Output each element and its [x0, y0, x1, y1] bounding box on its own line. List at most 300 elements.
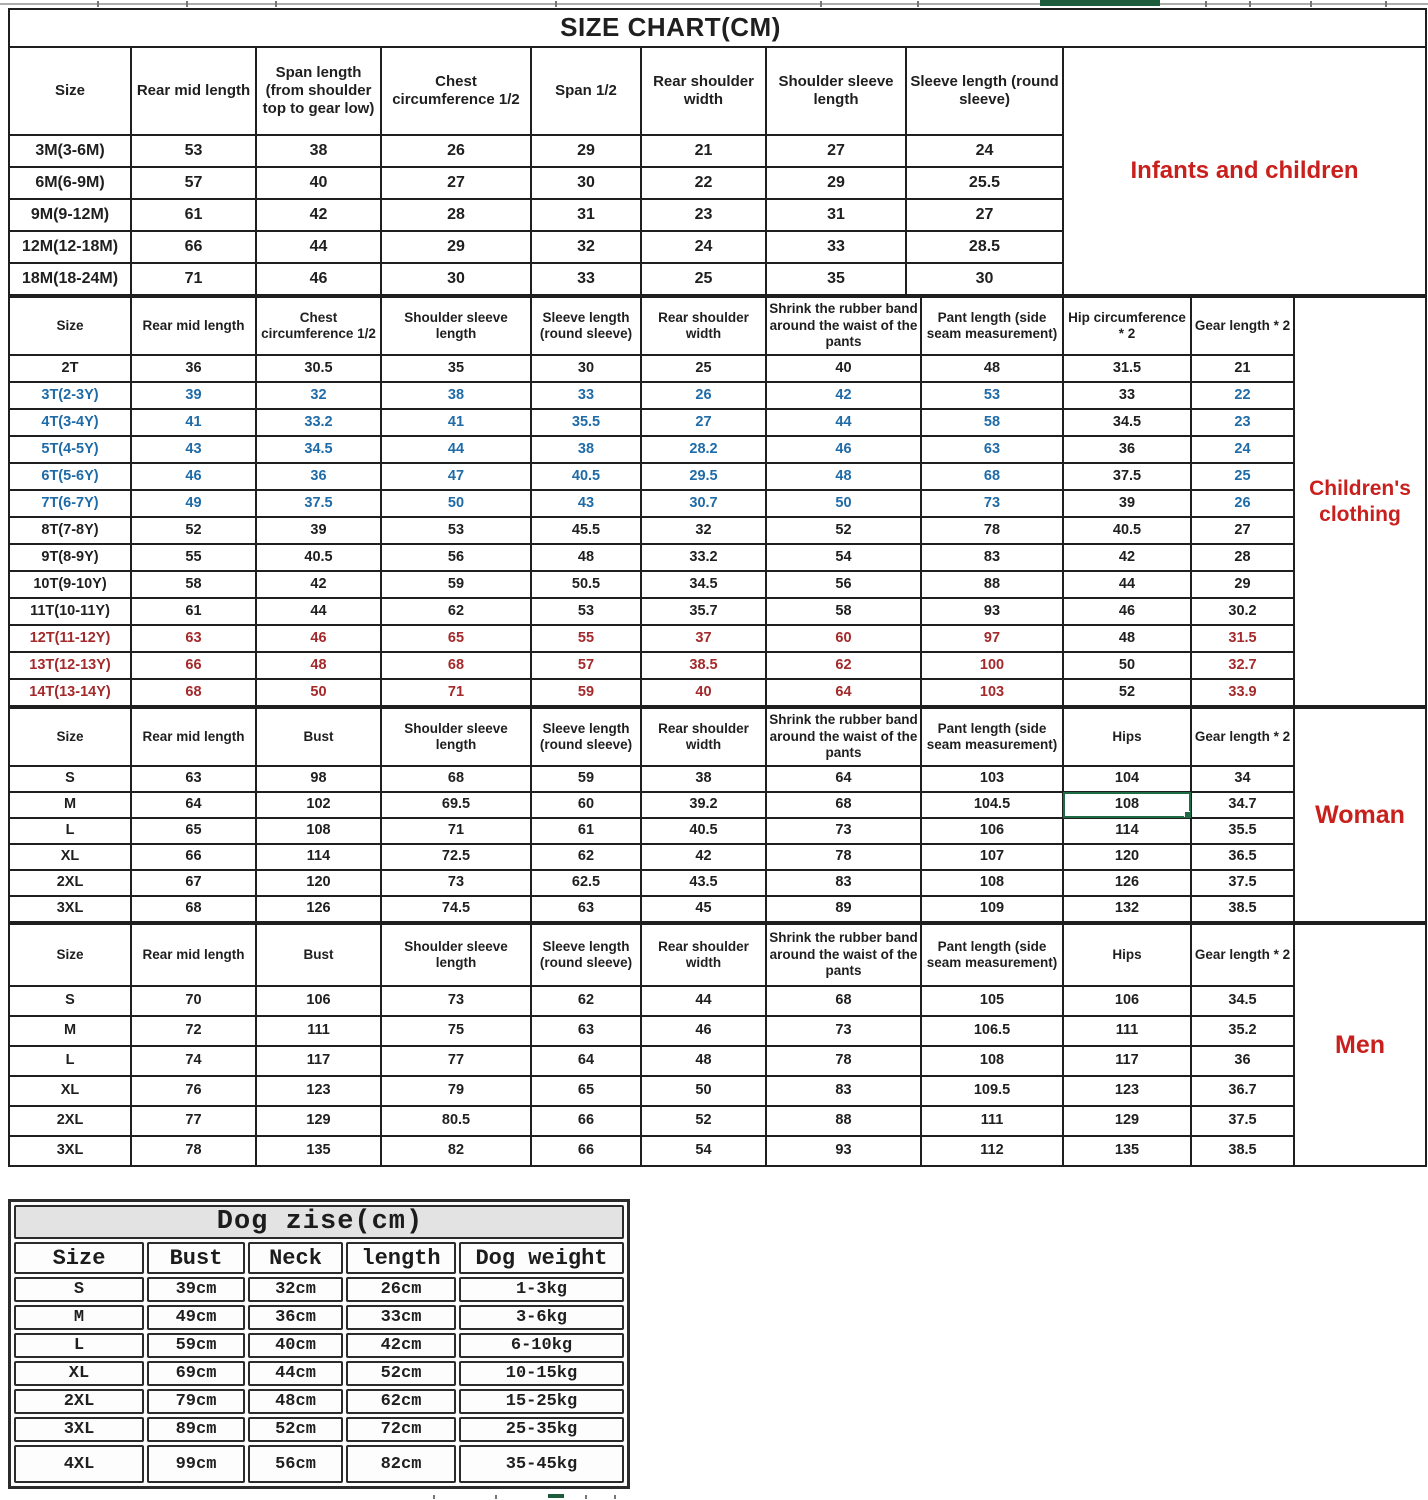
data-cell: 63	[131, 766, 256, 792]
data-cell: 30.7	[641, 490, 766, 517]
data-cell: 37.5	[1063, 463, 1191, 490]
data-cell: 108	[921, 870, 1063, 896]
column-header: Bust	[256, 924, 381, 986]
data-cell: 57	[531, 652, 641, 679]
size-chart-sheet	[8, 8, 1427, 1489]
data-cell: 48	[921, 355, 1063, 382]
data-cell: 44cm	[248, 1361, 343, 1386]
data-cell: 64	[131, 792, 256, 818]
data-cell: 33cm	[346, 1305, 456, 1330]
data-cell: 36cm	[248, 1305, 343, 1330]
column-header: Gear length * 2	[1191, 924, 1294, 986]
table-row	[9, 792, 1426, 818]
column-header: Rear shoulder width	[641, 47, 766, 135]
column-header: Neck	[248, 1242, 343, 1274]
data-cell: 66	[531, 1136, 641, 1166]
data-cell: 42	[256, 199, 381, 231]
data-cell: 79cm	[147, 1389, 245, 1414]
size-cell: L	[9, 1046, 131, 1076]
column-tick	[820, 1, 822, 7]
data-cell: 39	[256, 517, 381, 544]
table-row	[9, 436, 1426, 463]
data-cell: 60	[531, 792, 641, 818]
column-header: Shoulder sleeve length	[381, 297, 531, 355]
data-cell: 44	[1063, 571, 1191, 598]
size-cell: M	[9, 1016, 131, 1046]
data-cell: 40.5	[531, 463, 641, 490]
data-cell: 21	[1191, 355, 1294, 382]
data-cell: 38	[256, 135, 381, 167]
size-cell: 3XL	[9, 1136, 131, 1166]
data-cell: 28	[1191, 544, 1294, 571]
woman-size-table	[8, 707, 1427, 923]
data-cell: 106	[1063, 986, 1191, 1016]
data-cell: 26	[641, 382, 766, 409]
size-cell: XL	[9, 844, 131, 870]
data-cell: 48	[531, 544, 641, 571]
data-cell: 73	[766, 1016, 921, 1046]
data-cell: 111	[256, 1016, 381, 1046]
column-header: Bust	[147, 1242, 245, 1274]
data-cell: 40	[641, 679, 766, 706]
data-cell: 33	[1063, 382, 1191, 409]
men-size-table	[8, 923, 1427, 1167]
data-cell: 34.5	[1063, 409, 1191, 436]
data-cell: 48	[766, 463, 921, 490]
data-cell: 46	[256, 625, 381, 652]
column-header: Rear shoulder width	[641, 708, 766, 766]
table-row	[9, 1106, 1426, 1136]
table-row	[9, 409, 1426, 436]
data-cell: 49cm	[147, 1305, 245, 1330]
table-row	[9, 1016, 1426, 1046]
data-cell: 25	[1191, 463, 1294, 490]
data-cell: 30.5	[256, 355, 381, 382]
column-header: Size	[9, 924, 131, 986]
data-cell: 78	[921, 517, 1063, 544]
data-cell: 33.2	[256, 409, 381, 436]
data-cell: 10-15kg	[459, 1361, 624, 1386]
column-tick	[614, 1495, 616, 1499]
data-cell: 39	[1063, 490, 1191, 517]
data-cell: 126	[1063, 870, 1191, 896]
data-cell: 62.5	[531, 870, 641, 896]
data-cell: 47	[381, 463, 531, 490]
table-row	[9, 679, 1426, 706]
column-header: Pant length (side seam measurement)	[921, 924, 1063, 986]
data-cell: 66	[131, 652, 256, 679]
size-cell: 10T(9-10Y)	[9, 571, 131, 598]
data-cell: 35	[766, 263, 906, 295]
table-row	[14, 1305, 624, 1330]
size-cell: 3XL	[14, 1417, 144, 1442]
data-cell: 40	[766, 355, 921, 382]
data-cell: 44	[256, 231, 381, 263]
data-cell: 29.5	[641, 463, 766, 490]
column-tick	[917, 1, 919, 7]
data-cell: 35.2	[1191, 1016, 1294, 1046]
column-tick	[1249, 1, 1251, 7]
data-cell: 42	[766, 382, 921, 409]
data-cell: 58	[131, 571, 256, 598]
data-cell: 26	[381, 135, 531, 167]
column-header: Sleeve length (round sleeve)	[531, 708, 641, 766]
column-header: Chest circumference 1/2	[256, 297, 381, 355]
data-cell: 27	[381, 167, 531, 199]
column-header: Shrink the rubber band around the waist of the pants	[766, 924, 921, 986]
data-cell: 52cm	[248, 1417, 343, 1442]
data-cell: 64	[766, 679, 921, 706]
data-cell: 38.5	[641, 652, 766, 679]
data-cell: 30	[906, 263, 1063, 295]
data-cell: 109	[921, 896, 1063, 922]
data-cell: 67	[131, 870, 256, 896]
column-header: Size	[14, 1242, 144, 1274]
data-cell: 35	[381, 355, 531, 382]
data-cell: 39.2	[641, 792, 766, 818]
data-cell: 93	[921, 598, 1063, 625]
top-gridline	[0, 3, 1428, 5]
data-cell: 48cm	[248, 1389, 343, 1414]
data-cell: 111	[921, 1106, 1063, 1136]
data-cell: 21	[641, 135, 766, 167]
data-cell: 54	[766, 544, 921, 571]
data-cell: 27	[906, 199, 1063, 231]
data-cell: 126	[256, 896, 381, 922]
data-cell: 108	[256, 818, 381, 844]
data-cell: 120	[1063, 844, 1191, 870]
data-cell: 35.7	[641, 598, 766, 625]
data-cell: 34.5	[1191, 986, 1294, 1016]
data-cell: 114	[256, 844, 381, 870]
data-cell: 102	[256, 792, 381, 818]
table-row	[9, 766, 1426, 792]
data-cell: 61	[131, 598, 256, 625]
data-cell: 77	[131, 1106, 256, 1136]
data-cell: 44	[766, 409, 921, 436]
data-cell: 22	[641, 167, 766, 199]
table-row	[9, 818, 1426, 844]
column-header: Sleeve length (round sleeve)	[531, 924, 641, 986]
column-header: Rear mid length	[131, 708, 256, 766]
data-cell: 50	[381, 490, 531, 517]
data-cell: 79	[381, 1076, 531, 1106]
data-cell: 46	[766, 436, 921, 463]
data-cell: 36	[256, 463, 381, 490]
table-row	[14, 1389, 624, 1414]
column-tick	[495, 1495, 497, 1499]
data-cell: 46	[641, 1016, 766, 1046]
data-cell: 35-45kg	[459, 1445, 624, 1483]
data-cell: 97	[921, 625, 1063, 652]
data-cell: 82	[381, 1136, 531, 1166]
selected-column-marker	[1040, 0, 1160, 6]
data-cell: 29	[531, 135, 641, 167]
data-cell: 78	[131, 1136, 256, 1166]
data-cell: 25.5	[906, 167, 1063, 199]
data-cell: 108	[921, 1046, 1063, 1076]
data-cell: 68	[131, 896, 256, 922]
data-cell: 40cm	[248, 1333, 343, 1358]
size-cell: S	[9, 766, 131, 792]
data-cell: 71	[381, 818, 531, 844]
column-header: Pant length (side seam measurement)	[921, 708, 1063, 766]
data-cell: 106	[921, 818, 1063, 844]
column-header: Hips	[1063, 924, 1191, 986]
data-cell: 52	[131, 517, 256, 544]
data-cell: 135	[1063, 1136, 1191, 1166]
data-cell: 26cm	[346, 1277, 456, 1302]
size-cell: 2T	[9, 355, 131, 382]
column-header: Gear length * 2	[1191, 297, 1294, 355]
table-row	[14, 1445, 624, 1483]
size-cell: 3M(3-6M)	[9, 135, 131, 167]
size-cell: 3XL	[9, 896, 131, 922]
data-cell: 112	[921, 1136, 1063, 1166]
data-cell: 89	[766, 896, 921, 922]
data-cell: 69.5	[381, 792, 531, 818]
data-cell: 30.2	[1191, 598, 1294, 625]
table-row	[9, 382, 1426, 409]
data-cell: 74.5	[381, 896, 531, 922]
data-cell: 29	[1191, 571, 1294, 598]
data-cell: 63	[531, 1016, 641, 1046]
data-cell: 33	[531, 263, 641, 295]
data-cell: 46	[131, 463, 256, 490]
data-cell: 31	[766, 199, 906, 231]
data-cell: 36	[1063, 436, 1191, 463]
data-cell: 63	[531, 896, 641, 922]
size-cell: 2XL	[9, 1106, 131, 1136]
data-cell: 36.5	[1191, 844, 1294, 870]
data-cell: 78	[766, 844, 921, 870]
column-tick	[97, 1, 99, 7]
data-cell: 49	[131, 490, 256, 517]
data-cell: 63	[921, 436, 1063, 463]
data-cell: 71	[131, 263, 256, 295]
data-cell: 64	[531, 1046, 641, 1076]
table-row	[14, 1417, 624, 1442]
size-cell: 3T(2-3Y)	[9, 382, 131, 409]
data-cell: 73	[381, 986, 531, 1016]
size-cell: 2XL	[9, 870, 131, 896]
size-cell: M	[14, 1305, 144, 1330]
data-cell: 28	[381, 199, 531, 231]
data-cell: 62	[381, 598, 531, 625]
data-cell: 59	[531, 679, 641, 706]
data-cell: 1-3kg	[459, 1277, 624, 1302]
data-cell: 80.5	[381, 1106, 531, 1136]
data-cell: 48	[641, 1046, 766, 1076]
data-cell: 36	[131, 355, 256, 382]
column-header: length	[346, 1242, 456, 1274]
data-cell: 66	[531, 1106, 641, 1136]
size-cell: S	[14, 1277, 144, 1302]
data-cell: 29	[381, 231, 531, 263]
data-cell: 38	[381, 382, 531, 409]
data-cell: 61	[131, 199, 256, 231]
data-cell: 27	[641, 409, 766, 436]
data-cell: 52cm	[346, 1361, 456, 1386]
table-row	[14, 1277, 624, 1302]
data-cell: 68	[921, 463, 1063, 490]
data-cell: 33.9	[1191, 679, 1294, 706]
table-row	[9, 1046, 1426, 1076]
selected-column-marker	[548, 1494, 564, 1498]
data-cell: 23	[641, 199, 766, 231]
data-cell: 77	[381, 1046, 531, 1076]
data-cell: 55	[131, 544, 256, 571]
column-header: Shrink the rubber band around the waist of the pants	[766, 297, 921, 355]
column-header: Hips	[1063, 708, 1191, 766]
data-cell: 107	[921, 844, 1063, 870]
data-cell: 88	[921, 571, 1063, 598]
data-cell: 27	[1191, 517, 1294, 544]
data-cell: 53	[921, 382, 1063, 409]
data-cell: 44	[256, 598, 381, 625]
data-cell: 114	[1063, 818, 1191, 844]
table-title: Dog zise(cm)	[14, 1205, 624, 1239]
data-cell: 48	[1063, 625, 1191, 652]
data-cell: 56	[381, 544, 531, 571]
data-cell: 33	[766, 231, 906, 263]
table-row	[9, 652, 1426, 679]
data-cell: 38	[641, 766, 766, 792]
data-cell: 106	[256, 986, 381, 1016]
data-cell: 53	[131, 135, 256, 167]
data-cell: 65	[131, 818, 256, 844]
data-cell: 25	[641, 355, 766, 382]
column-header: Rear mid length	[131, 297, 256, 355]
data-cell: 41	[381, 409, 531, 436]
data-cell: 22	[1191, 382, 1294, 409]
size-cell: 11T(10-11Y)	[9, 598, 131, 625]
column-tick	[555, 1, 557, 7]
data-cell: 72.5	[381, 844, 531, 870]
table-row	[9, 598, 1426, 625]
column-header: Bust	[256, 708, 381, 766]
data-cell: 104.5	[921, 792, 1063, 818]
data-cell: 129	[1063, 1106, 1191, 1136]
data-cell: 56cm	[248, 1445, 343, 1483]
data-cell: 37.5	[1191, 1106, 1294, 1136]
data-cell: 72cm	[346, 1417, 456, 1442]
size-cell: 6M(6-9M)	[9, 167, 131, 199]
data-cell: 62	[766, 652, 921, 679]
data-cell: 24	[641, 231, 766, 263]
column-header: Sleeve length (round sleeve)	[906, 47, 1063, 135]
table-row	[9, 844, 1426, 870]
data-cell: 48	[256, 652, 381, 679]
data-cell: 64	[766, 766, 921, 792]
data-cell: 3-6kg	[459, 1305, 624, 1330]
data-cell: 32	[641, 517, 766, 544]
data-cell: 50	[641, 1076, 766, 1106]
data-cell: 62	[531, 844, 641, 870]
table-row	[14, 1361, 624, 1386]
column-header: Gear length * 2	[1191, 708, 1294, 766]
column-header: Size	[9, 297, 131, 355]
data-cell: 29	[766, 167, 906, 199]
data-cell: 70	[131, 986, 256, 1016]
data-cell: 42cm	[346, 1333, 456, 1358]
data-cell: 66	[131, 231, 256, 263]
data-cell: 34	[1191, 766, 1294, 792]
data-cell: 106.5	[921, 1016, 1063, 1046]
data-cell: 61	[531, 818, 641, 844]
column-tick	[433, 1495, 435, 1499]
data-cell: 33	[531, 382, 641, 409]
data-cell: 83	[921, 544, 1063, 571]
data-cell: 31.5	[1063, 355, 1191, 382]
size-cell: L	[9, 818, 131, 844]
size-cell: L	[14, 1333, 144, 1358]
table-row	[9, 355, 1426, 382]
size-cell: S	[9, 986, 131, 1016]
data-cell: 6-10kg	[459, 1333, 624, 1358]
column-header: Rear mid length	[131, 924, 256, 986]
data-cell: 46	[256, 263, 381, 295]
data-cell: 36	[1191, 1046, 1294, 1076]
data-cell: 25	[641, 263, 766, 295]
size-cell: 4XL	[14, 1445, 144, 1483]
data-cell: 44	[381, 436, 531, 463]
column-header: Span 1/2	[531, 47, 641, 135]
data-cell: 38.5	[1191, 896, 1294, 922]
size-cell: XL	[14, 1361, 144, 1386]
data-cell: 23	[1191, 409, 1294, 436]
data-cell: 45.5	[531, 517, 641, 544]
dog-size-table	[8, 1199, 630, 1489]
data-cell: 50.5	[531, 571, 641, 598]
data-cell: 40	[256, 167, 381, 199]
data-cell: 15-25kg	[459, 1389, 624, 1414]
data-cell: 58	[921, 409, 1063, 436]
data-cell: 71	[381, 679, 531, 706]
data-cell: 59	[381, 571, 531, 598]
data-cell: 55	[531, 625, 641, 652]
column-header: Size	[9, 708, 131, 766]
data-cell: 31	[531, 199, 641, 231]
data-cell: 45	[641, 896, 766, 922]
data-cell: 103	[921, 766, 1063, 792]
data-cell: 36.7	[1191, 1076, 1294, 1106]
table-row	[9, 571, 1426, 598]
column-tick	[1205, 1, 1207, 7]
data-cell: 72	[131, 1016, 256, 1046]
infants-size-table	[8, 8, 1427, 296]
column-header: Span length (from shoulder top to gear low)	[256, 47, 381, 135]
size-cell: 9T(8-9Y)	[9, 544, 131, 571]
group-label: Men	[1294, 924, 1426, 1166]
column-header: Pant length (side seam measurement)	[921, 297, 1063, 355]
data-cell: 66	[131, 844, 256, 870]
data-cell: 53	[381, 517, 531, 544]
table-row	[9, 1076, 1426, 1106]
data-cell: 35.5	[1191, 818, 1294, 844]
data-cell: 54	[641, 1136, 766, 1166]
column-header: Sleeve length (round sleeve)	[531, 297, 641, 355]
table-row	[9, 896, 1426, 922]
column-header: Chest circumference 1/2	[381, 47, 531, 135]
data-cell: 28.5	[906, 231, 1063, 263]
data-cell: 40.5	[256, 544, 381, 571]
size-cell: 18M(18-24M)	[9, 263, 131, 295]
size-cell: 2XL	[14, 1389, 144, 1414]
data-cell: 98	[256, 766, 381, 792]
data-cell: 42	[256, 571, 381, 598]
table-title: SIZE CHART(CM)	[9, 9, 1426, 47]
